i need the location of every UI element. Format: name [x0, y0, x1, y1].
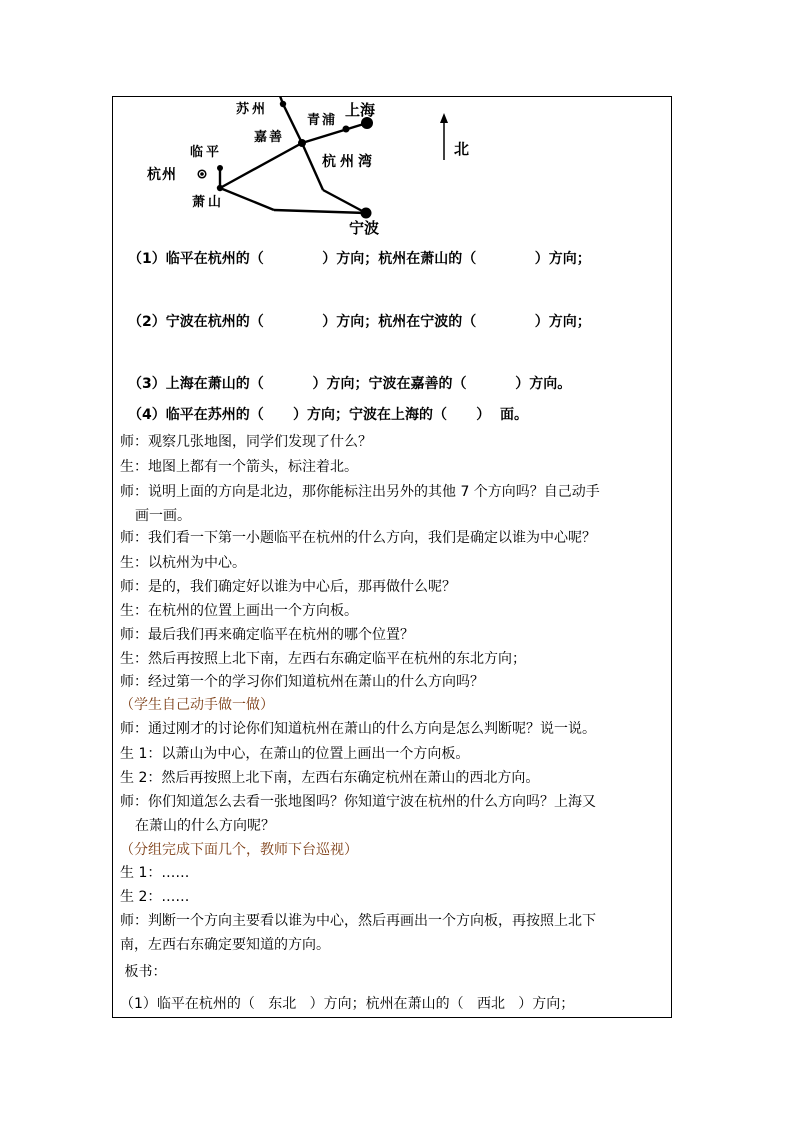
dialogue-line: 生：在杭州的位置上画出一个方向板。: [120, 603, 358, 619]
question-4: （4）临平在苏州的（ ）方向；宁波在上海的（ ） 面。: [128, 407, 528, 423]
dialogue-line: 师：说明上面的方向是北边，那你能标注出另外的其他 7 个方向吗？自己动手: [120, 484, 600, 500]
dialogue-line: 生 2：然后再按照上北下南，左西右东确定杭州在萧山的西北方向。: [120, 770, 540, 786]
question-2: （2）宁波在杭州的（ ）方向；杭州在宁波的（ ）方向；: [128, 314, 591, 330]
city-label-ningbo: 宁波: [349, 219, 380, 237]
dialogue-line: 师：判断一个方向主要看以谁为中心，然后再画出一个方向板，再按照上北下: [120, 913, 596, 929]
dialogue-line: 生：地图上都有一个箭头，标注着北。: [120, 459, 358, 475]
ningbo-dot: [361, 208, 372, 219]
suzhou-dot: [280, 101, 286, 107]
north-label: 北: [454, 140, 470, 158]
board-line: （1）临平在杭州的（ 东北 ）方向；杭州在萧山的（ 西北 ）方向；: [120, 996, 575, 1012]
city-label-jiashan: 嘉善: [254, 130, 285, 145]
dialogue-line: 生 1：以萧山为中心，在萧山的位置上画出一个方向板。: [120, 746, 470, 762]
activity-note: （分组完成下面几个，教师下台巡视）: [120, 842, 358, 858]
dialogue-line: 生 1：……: [120, 865, 190, 881]
board-heading: 板书：: [120, 964, 167, 980]
city-label-suzhou: 苏州: [236, 102, 269, 117]
dialogue-line: 生 2：……: [120, 889, 190, 905]
dialogue-line: 南，左西右东确定要知道的方向。: [120, 937, 330, 953]
hangzhou-dot-core: [200, 172, 204, 176]
dialogue-line: 师：我们看一下第一小题临平在杭州的什么方向，我们是确定以谁为中心呢？: [120, 530, 596, 546]
dialogue-line: 在萧山的什么方向呢？: [135, 818, 275, 834]
dialogue-line: 生：然后再按照上北下南，左西右东确定临平在杭州的东北方向；: [120, 651, 526, 667]
activity-note: （学生自己动手做一做）: [120, 697, 274, 713]
qingpu-dot: [343, 126, 350, 133]
question-3: （3）上海在萧山的（ ）方向；宁波在嘉善的（ ）方向。: [128, 376, 572, 392]
dialogue-line: 师：经过第一个的学习你们知道杭州在萧山的什么方向吗？: [120, 674, 484, 690]
dialogue-line: 师：你们知道怎么去看一张地图吗？你知道宁波在杭州的什么方向吗？上海又: [120, 794, 596, 810]
dialogue-line: 师：最后我们再来确定临平在杭州的哪个位置？: [120, 627, 414, 643]
city-label-xiaoshan: 萧山: [192, 195, 225, 210]
city-label-hangzhouwan: 杭州湾: [322, 154, 376, 170]
city-label-hangzhou: 杭州: [147, 167, 177, 183]
dialogue-line: 师：是的，我们确定好以谁为中心后，那再做什么呢？: [120, 579, 456, 595]
question-1: （1）临平在杭州的（ ）方向；杭州在萧山的（ ）方向；: [128, 251, 591, 267]
dialogue-line: 画一画。: [135, 508, 191, 524]
city-label-shanghai: 上海: [345, 101, 376, 119]
city-label-linping: 临平: [190, 145, 223, 160]
city-label-qingpu: 青浦: [307, 113, 338, 128]
dialogue-line: 师：观察几张地图，同学们发现了什么？: [120, 434, 372, 450]
linping-dot: [217, 165, 223, 171]
dialogue-line: 师：通过刚才的讨论你们知道杭州在萧山的什么方向是怎么判断呢？说一说。: [120, 721, 596, 737]
dialogue-line: 生：以杭州为中心。: [120, 555, 246, 571]
north-arrow-icon: [440, 113, 448, 160]
route-map: [132, 96, 492, 238]
xiaoshan-dot: [217, 185, 223, 191]
jiashan-dot: [298, 139, 306, 147]
